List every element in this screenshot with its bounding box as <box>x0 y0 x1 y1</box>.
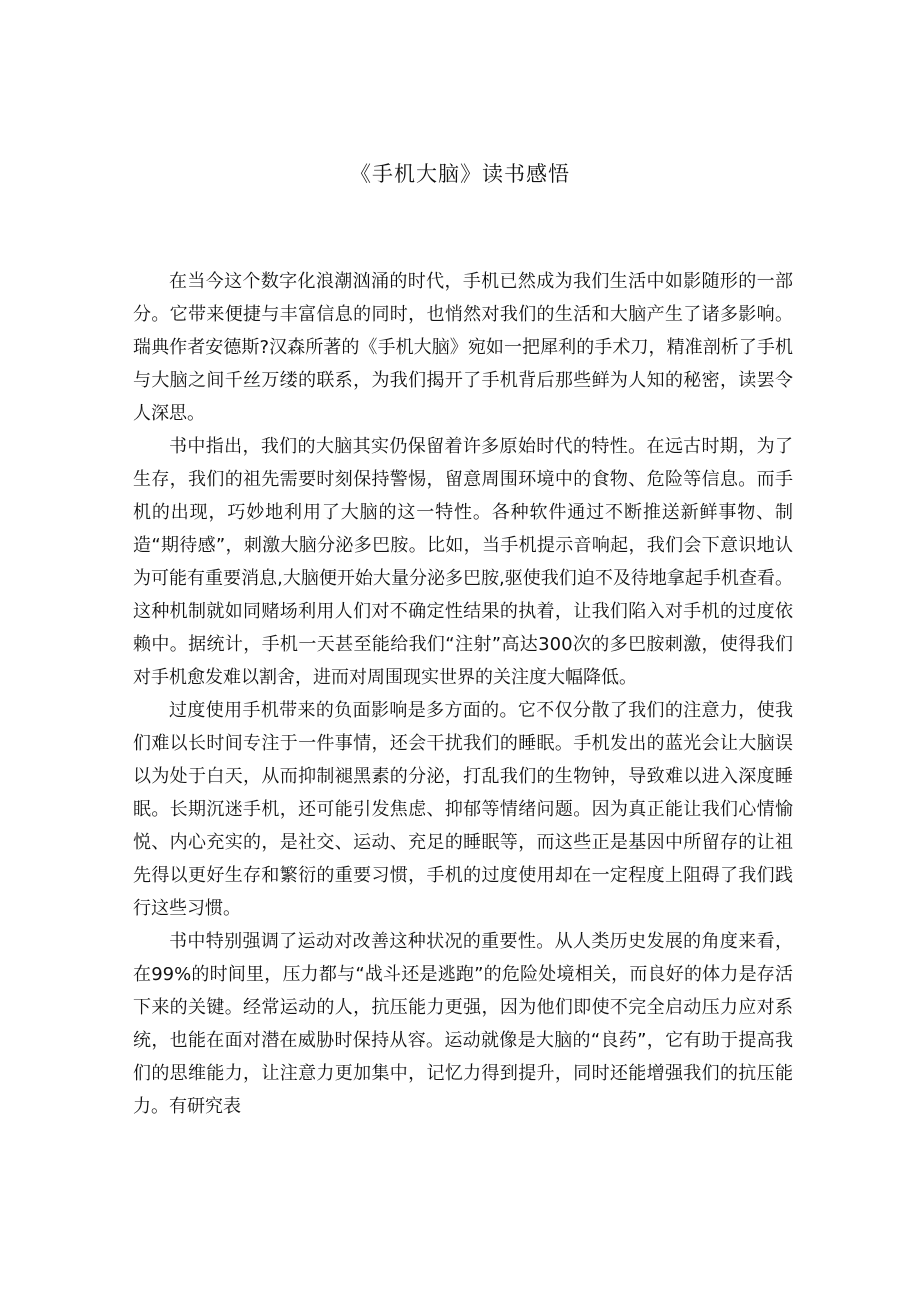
paragraph-brain-traits: 书中指出，我们的大脑其实仍保留着许多原始时代的特性。在远古时期，为了生存，我们的祖先需要时刻保持警惕，留意周围环境中的食物、危险等信息。而手机的出现，巧妙地利用了大脑的这一特性。各种软件通过不断推送新鲜事物、制造“期待感”，刺激大脑分泌多巴胺。比如，当手机提示音响起，我们会下意识地认为可能有重要消息,大脑便开始大量分泌多巴胺,驱使我们迫不及待地拿起手机查看。这种机制就如同赌场利用人们对不确定性结果的执着，让我们陷入对手机的过度依赖中。据统计，手机一天甚至能给我们“注射”高达300次的多巴胺刺激，使得我们对手机愈发难以割舍，进而对周围现实世界的关注度大幅降低。 <box>133 436 793 688</box>
paragraph-negative-effects: 过度使用手机带来的负面影响是多方面的。它不仅分散了我们的注意力，使我们难以长时间专注于一件事情，还会干扰我们的睡眠。手机发出的蓝光会让大脑误以为处于白天，从而抑制褪黑素的分泌，打乱我们的生物钟，导致难以进入深度睡眠。长期沉迷手机，还可能引发焦虑、抑郁等情绪问题。因为真正能让我们心情愉悦、内心充实的，是社交、运动、充足的睡眠等，而这些正是基因中所留存的让祖先得以更好生存和繁衍的重要习惯，手机的过度使用却在一定程度上阻碍了我们践行这些习惯。 <box>133 700 793 919</box>
document-body <box>133 265 793 1123</box>
paragraph-exercise: 书中特别强调了运动对改善这种状况的重要性。从人类历史发展的角度来看，在99%的时间里，压力都与“战斗还是逃跑”的危险处境相关，而良好的体力是存活下来的关键。经常运动的人，抗压能力更强，因为他们即使不完全启动压力应对系统，也能在面对潜在威胁时保持从容。运动就像是大脑的“良药”，它有助于提高我们的思维能力，让注意力更加集中，记忆力得到提升，同时还能增强我们的抗压能力。有研究表 <box>133 931 793 1117</box>
paragraph-intro: 在当今这个数字化浪潮汹涌的时代，手机已然成为我们生活中如影随形的一部分。它带来便捷与丰富信息的同时，也悄然对我们的生活和大脑产生了诸多影响。瑞典作者安德斯?汉森所著的《手机大脑》宛如一把犀利的手术刀，精准剖析了手机与大脑之间千丝万缕的联系，为我们揭开了手机背后那些鲜为人知的秘密，读罢令人深思。 <box>133 271 793 424</box>
document-title: 《手机大脑》读书感悟 <box>350 162 570 186</box>
